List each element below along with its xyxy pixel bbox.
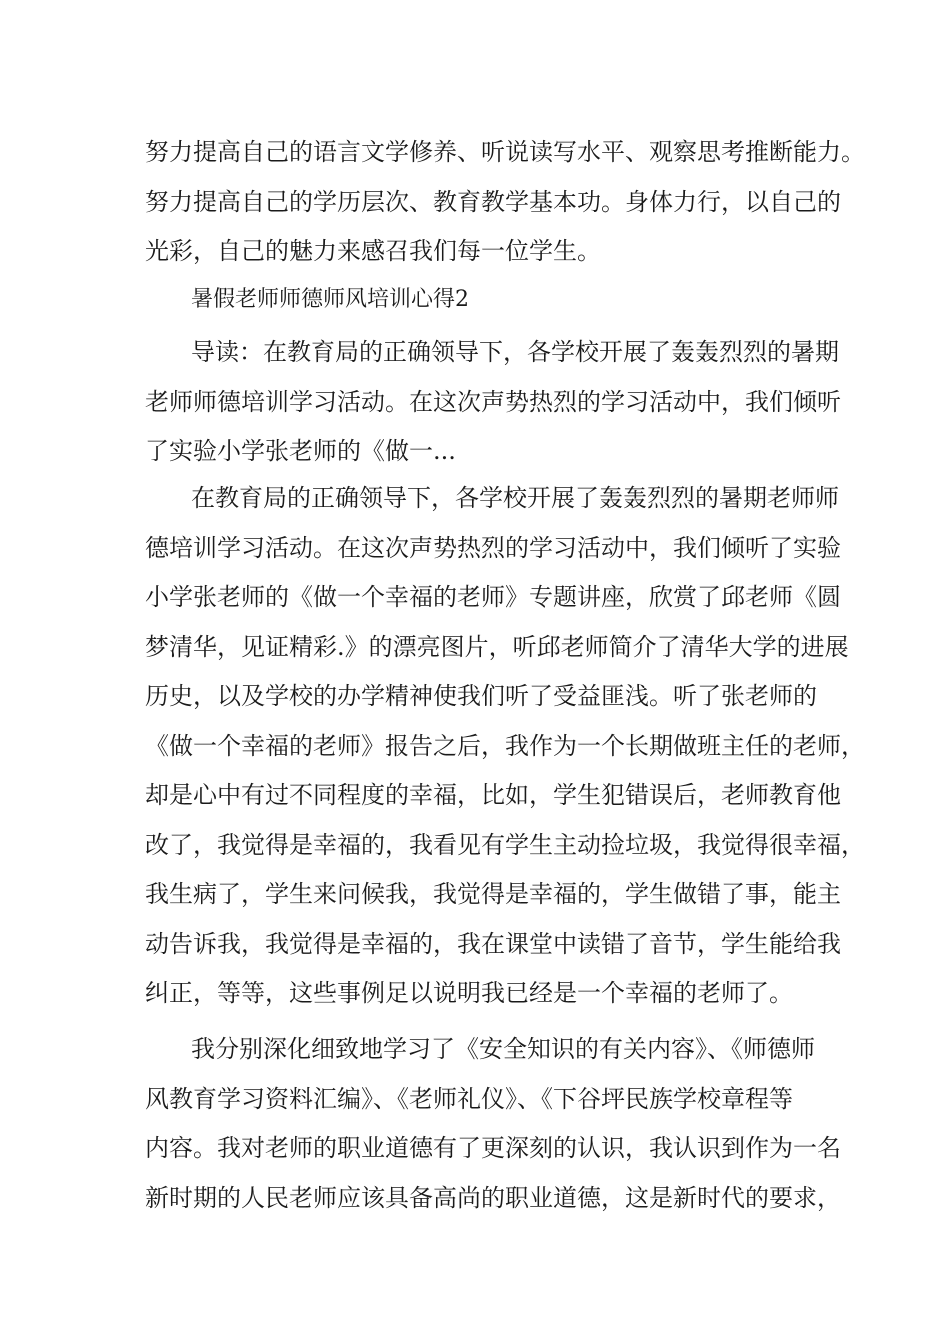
text-line: 纠正，等等，这些事例足以说明我已经是一个幸福的老师了。 <box>145 979 793 1007</box>
text-line: 努力提高自己的语言文学修养、听说读写水平、观察思考推断能力。 <box>145 138 865 166</box>
section-heading: 暑假老师师德师风培训心得2 <box>191 287 469 312</box>
text-line: 了实验小学张老师的《做一... <box>145 437 456 465</box>
text-line: 小学张老师的《做一个幸福的老师》专题讲座，欣赏了邱老师《圆 <box>145 583 841 611</box>
paragraph-2 <box>145 328 841 477</box>
text-line: 光彩，自己的魅力来感召我们每一位学生。 <box>145 237 601 265</box>
text-line: 老师师德培训学习活动。在这次声势热烈的学习活动中，我们倾听 <box>145 387 841 416</box>
text-line: 努力提高自己的学历层次、教育教学基本功。身体力行，以自己的 <box>145 187 841 216</box>
paragraph-1 <box>145 128 865 277</box>
text-line: 导读：在教育局的正确领导下，各学校开展了轰轰烈烈的暑期 <box>191 338 839 366</box>
text-line: 我分别深化细致地学习了《安全知识的有关内容》、《师德师 <box>191 1035 815 1063</box>
text-line: 风教育学习资料汇编》、《老师礼仪》、《下谷坪民族学校章程等 <box>145 1084 793 1113</box>
text-line: 动告诉我，我觉得是幸福的，我在课堂中读错了音节，学生能给我 <box>145 929 841 958</box>
text-line: 内容。我对老师的职业道德有了更深刻的认识，我认识到作为一名 <box>145 1134 841 1162</box>
text-line: 我生病了，学生来问候我，我觉得是幸福的，学生做错了事，能主 <box>145 880 841 908</box>
text-line: 却是心中有过不同程度的幸福，比如，学生犯错误后，老师教育他 <box>145 781 841 809</box>
text-line: 改了，我觉得是幸福的，我看见有学生主动捡垃圾，我觉得很幸福， <box>145 830 865 859</box>
text-line: 梦清华，见证精彩.》的漂亮图片，听邱老师简介了清华大学的进展 <box>145 632 849 661</box>
paragraph-4 <box>145 1025 841 1223</box>
text-line: 在教育局的正确领导下，各学校开展了轰轰烈烈的暑期老师师 <box>191 484 839 512</box>
text-line: 《做一个幸福的老师》报告之后，我作为一个长期做班主任的老师， <box>145 731 865 760</box>
text-line: 新时期的人民老师应该具备高尚的职业道德，这是新时代的要求， <box>145 1183 841 1212</box>
text-line: 德培训学习活动。在这次声势热烈的学习活动中，我们倾听了实验 <box>145 533 841 562</box>
text-line: 历史，以及学校的办学精神使我们听了受益匪浅。听了张老师的 <box>145 682 817 710</box>
paragraph-3 <box>145 474 865 1019</box>
